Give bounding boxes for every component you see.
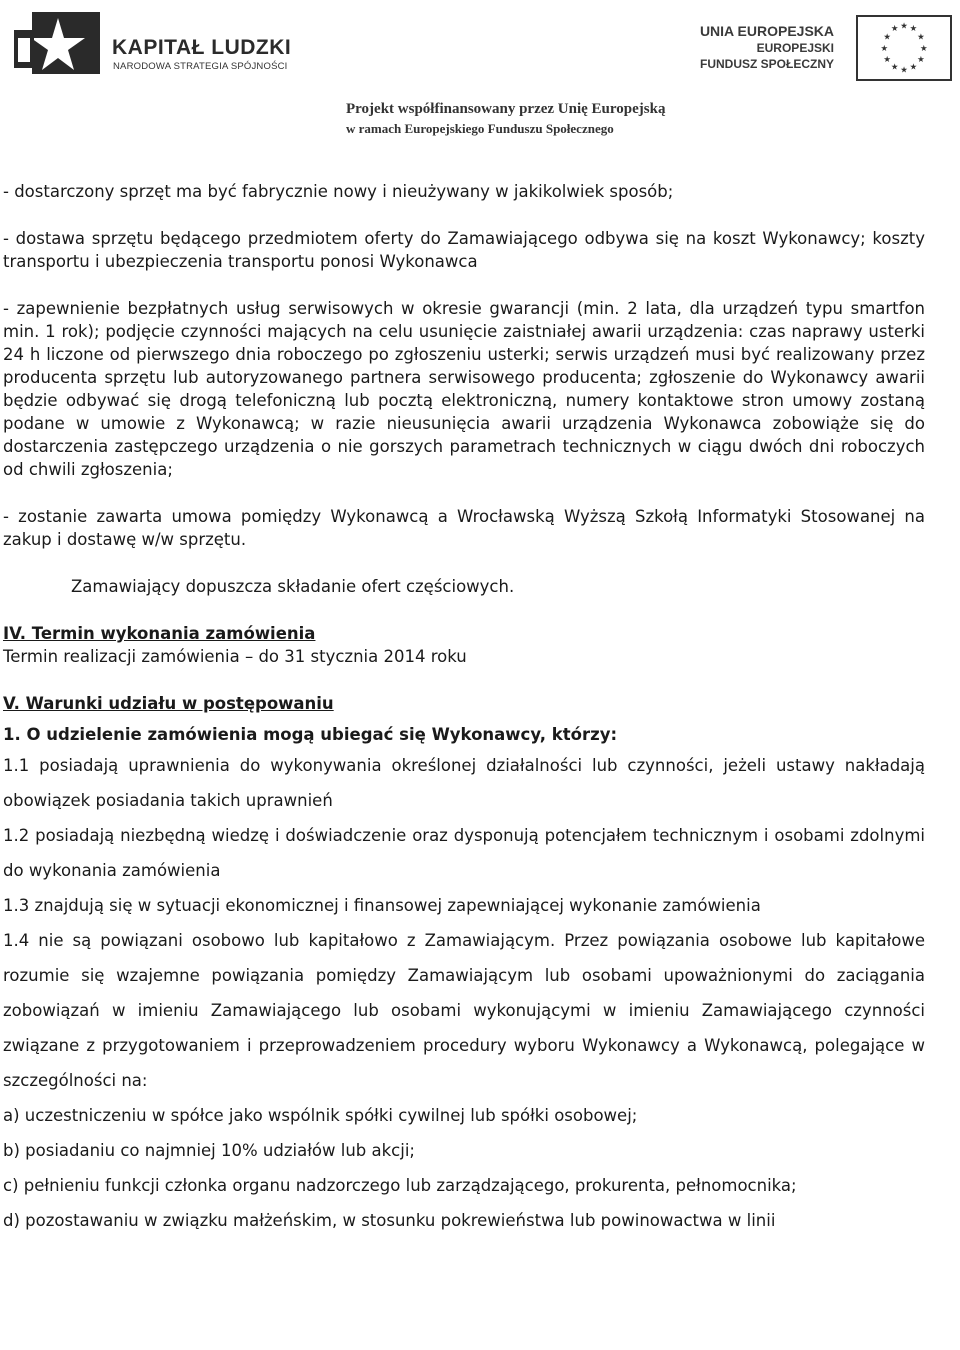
list-item: d) pozostawaniu w związku małżeńskim, w stosunku pokrewieństwa lub powinowactwa w linii — [3, 1211, 776, 1230]
svg-text:★: ★ — [880, 42, 889, 53]
eu-line3: FUNDUSZ SPOŁECZNY — [699, 57, 834, 71]
svg-text:★: ★ — [919, 42, 928, 53]
project-line2: w ramach Europejskiego Funduszu Społecznego — [346, 121, 614, 136]
list-item: b) posiadaniu co najmniej 10% udziałów lub akcji; — [3, 1141, 415, 1160]
kapital-ludzki-name: KAPITAŁ LUDZKI — [112, 36, 292, 59]
eu-line2: EUROPEJSKI — [756, 41, 834, 55]
project-line1: Projekt współfinansowany przez Unię Europejską — [346, 101, 666, 117]
kapital-ludzki-logo — [12, 8, 312, 78]
paragraph-new-equipment: - dostarczony sprzęt ma być fabrycznie nowy i nieużywany w jakikolwiek sposób; — [3, 182, 674, 201]
eu-line1: UNIA EUROPEJSKA — [699, 23, 834, 39]
paragraph-delivery: - dostawa sprzętu będącego przedmiotem oferty do Zamawiającego odbywa się na koszt Wykonawcy; koszty transportu i ubezpieczenia transportu ponosi Wykonawca — [3, 229, 925, 271]
list-item: a) uczestniczeniu w spółce jako wspólnik spółki cywilnej lub spółki osobowej; — [3, 1106, 638, 1125]
paragraph-service: - zapewnienie bezpłatnych usług serwisowych w okresie gwarancji (min. 2 lata, dla urządzeń typu smartfon min. 1 rok); podjęcie czynności mających na celu usunięcie zaistniałej awarii urządzenia: czas naprawy usterki 24 h liczone od pierwszego dnia roboczego po zgłoszeniu usterki; serwis urządzeń musi być realizowany przez producenta sprzętu lub autoryzowanego partnera serwisowego producenta; zgłoszenie do Wykonawcy awarii będzie odbywać się drogą telefoniczną lub pocztą elektroniczną, numery kontaktowe stron umowy zostaną podane w umowie z Wykonawcą; w razie nieusunięcia awarii urządzenia Wykonawca zobowiąże się do dostarczenia zastępczego urządzenia o nie gorszych parametrach technicznych w ciągu dwóch dni roboczych od chwili zgłoszenia; — [3, 299, 925, 479]
project-cofinancing-note — [346, 100, 665, 138]
svg-text:★: ★ — [890, 23, 899, 34]
section-iv-heading: IV. Termin wykonania zamówienia — [3, 624, 316, 643]
eu-logo — [699, 15, 956, 85]
svg-text:★: ★ — [890, 61, 899, 72]
section-v-subheading: 1. O udzielenie zamówienia mogą ubiegać się Wykonawcy, którzy: — [3, 725, 618, 744]
svg-text:★: ★ — [917, 31, 925, 42]
conditions-list — [3, 748, 925, 1238]
list-item: 1.1 posiadają uprawnienia do wykonywania określonej działalności lub czynności, jeżeli ustawy nakładają obowiązek posiadania takich uprawnień — [3, 756, 925, 810]
page-header — [0, 0, 960, 150]
eu-flag-icon — [856, 15, 952, 81]
svg-text:★: ★ — [917, 54, 925, 65]
section-v-heading: V. Warunki udziału w postępowaniu — [3, 694, 334, 713]
paragraph-contract: - zostanie zawarta umowa pomiędzy Wykonawcą a Wrocławską Wyższą Szkołą Informatyki Stosowanej na zakup i dostawę w/w sprzętu. — [3, 507, 925, 549]
kapital-ludzki-star-icon — [12, 8, 104, 78]
kapital-ludzki-subtitle: NARODOWA STRATEGIA SPÓJNOŚCI — [113, 61, 288, 72]
svg-text:★: ★ — [900, 20, 908, 31]
svg-text:★: ★ — [909, 61, 918, 72]
svg-text:★: ★ — [909, 23, 918, 34]
list-item: c) pełnieniu funkcji członka organu nadzorczego lub zarządzającego, prokurenta, pełnomocnika; — [3, 1176, 797, 1195]
list-item: 1.2 posiadają niezbędną wiedzę i doświadczenie oraz dysponują potencjałem technicznym i osobami zdolnymi do wykonania zamówienia — [3, 826, 925, 880]
svg-text:★: ★ — [883, 54, 891, 65]
document-body — [3, 180, 925, 1238]
section-iv-text: Termin realizacji zamówienia – do 31 stycznia 2014 roku — [3, 647, 467, 666]
list-item: 1.3 znajdują się w sytuacji ekonomicznej i finansowej zapewniającej wykonanie zamówienia — [3, 896, 761, 915]
svg-text:★: ★ — [900, 64, 908, 75]
list-item: 1.4 nie są powiązani osobowo lub kapitałowo z Zamawiającym. Przez powiązania osobowe lub kapitałowe rozumie się wzajemne powiązania pomiędzy Zamawiającym lub osobami upoważnionymi do zaciągania zobowiązań w imieniu Zamawiającego lub osobami wykonującymi w imieniu Zamawiającego czynności związane z przygotowaniem i przeprowadzeniem procedury wyboru Wykonawcy a Wykonawcą, polegające w szczególności na: — [3, 931, 925, 1090]
svg-text:★: ★ — [883, 31, 891, 42]
paragraph-partial-offers: Zamawiający dopuszcza składanie ofert częściowych. — [71, 577, 515, 596]
